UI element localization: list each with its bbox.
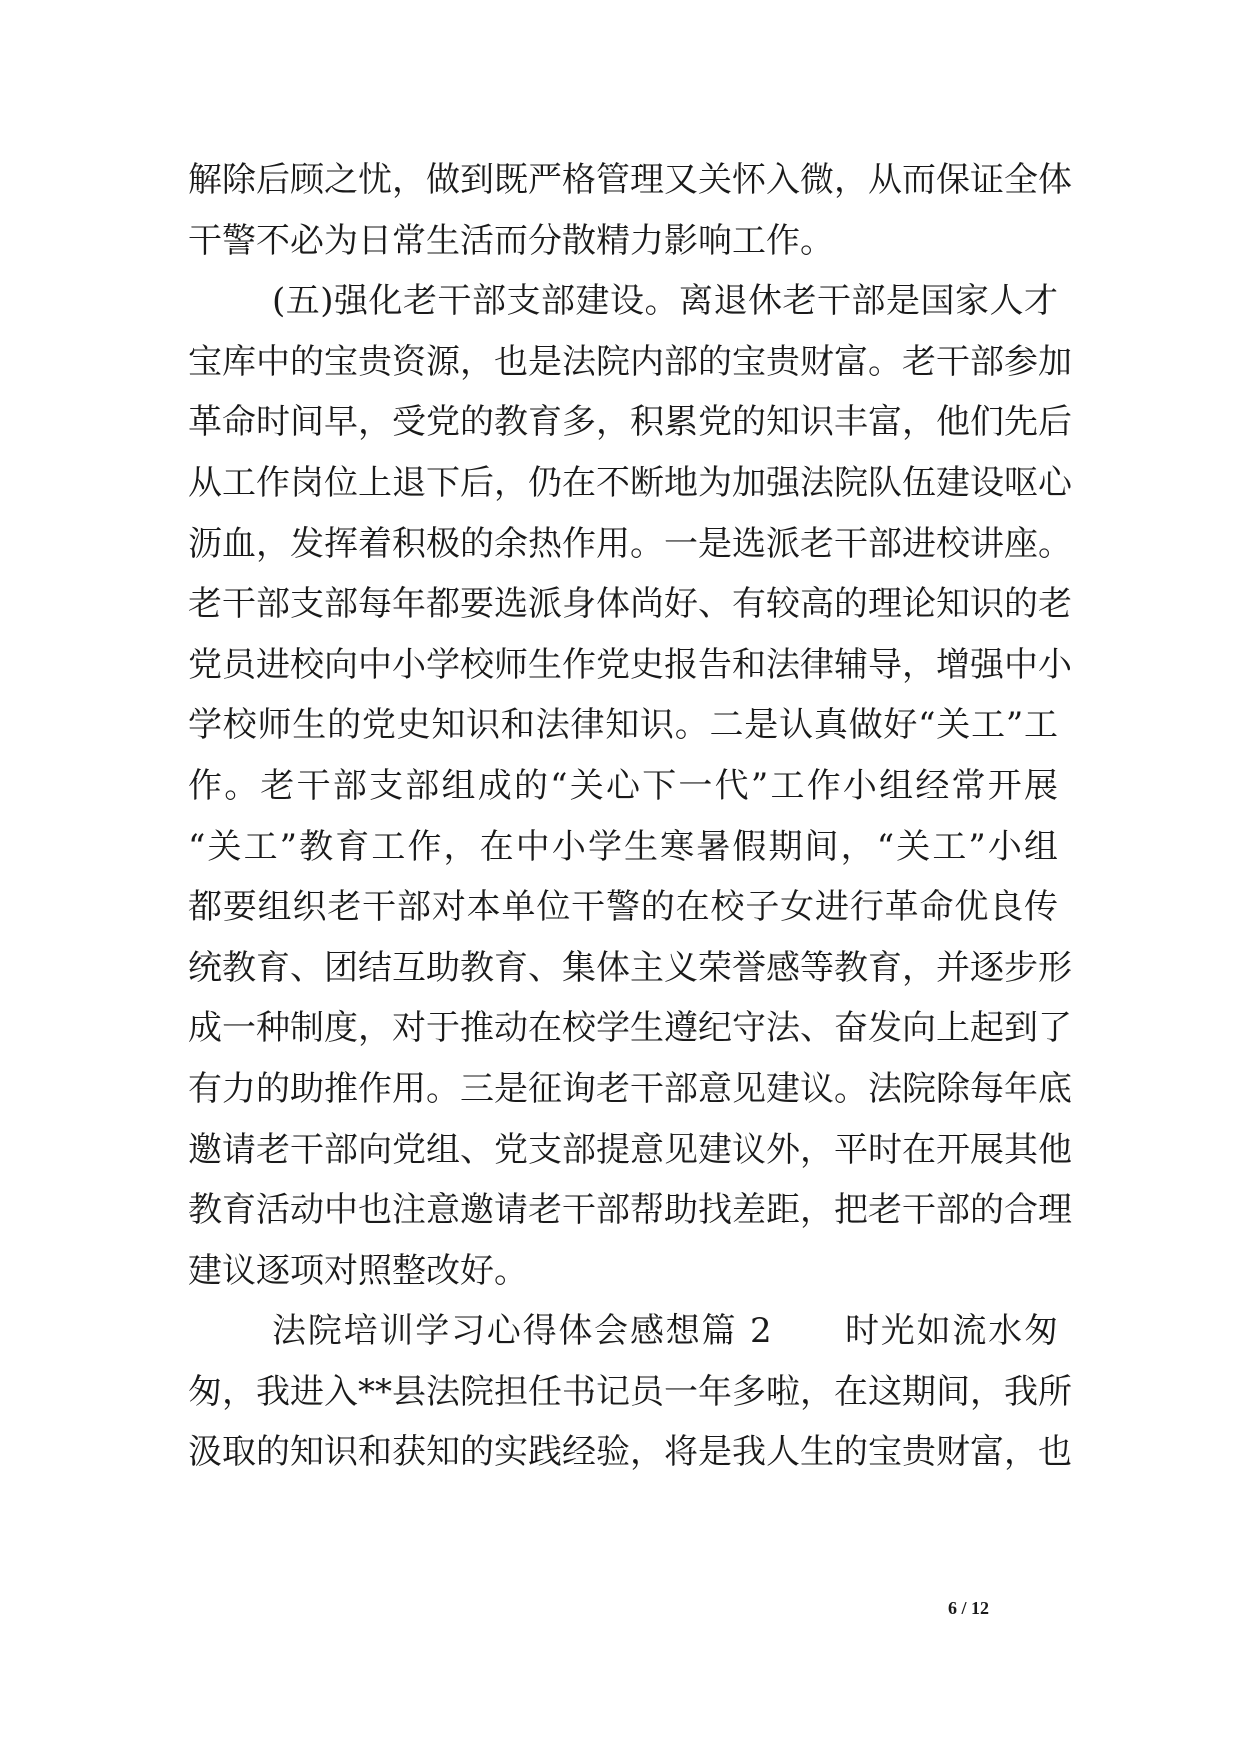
text-line: 作。老干部支部组成的“关心下一代”工作小组经常开展 [188, 765, 1058, 806]
text-line: 建议逐项对照整改好。 [188, 1250, 528, 1291]
text-line: 成一种制度，对于推动在校学生遵纪守法、奋发向上起到了 [188, 1008, 1072, 1049]
text-line: 革命时间早，受党的教育多，积累党的知识丰富，他们先后 [188, 402, 1072, 443]
text-line: 沥血，发挥着积极的余热作用。一是选派老干部进校讲座。 [188, 523, 1072, 564]
text-line: 有力的助推作用。三是征询老干部意见建议。法院除每年底 [188, 1068, 1072, 1109]
text-line: 教育活动中也注意邀请老干部帮助找差距，把老干部的合理 [188, 1190, 1072, 1231]
text-line: 学校师生的党史知识和法律知识。二是认真做好“关工”工 [188, 705, 1058, 746]
text-line: 都要组织老干部对本单位干警的在校子女进行革命优良传 [188, 887, 1058, 928]
text-line: 党员进校向中小学校师生作党史报告和法律辅导，增强中小 [188, 644, 1072, 685]
text-line: 干警不必为日常生活而分散精力影响工作。 [188, 220, 834, 261]
text-line: (五)强化老干部支部建设。离退休老干部是国家人才 [272, 281, 1058, 322]
text-line: 汲取的知识和获知的实践经验，将是我人生的宝贵财富，也 [188, 1432, 1072, 1473]
text-line: 邀请老干部向党组、党支部提意见建议外，平时在开展其他 [188, 1129, 1072, 1170]
text-line: 老干部支部每年都要选派身体尚好、有较高的理论知识的老 [188, 584, 1072, 625]
text-line: 从工作岗位上退下后，仍在不断地为加强法院队伍建设呕心 [188, 462, 1072, 503]
text-line: 匆，我进入**县法院担任书记员一年多啦，在这期间，我所 [188, 1371, 1072, 1412]
text-line: 统教育、团结互助教育、集体主义荣誉感等教育，并逐步形 [188, 947, 1072, 988]
text-line: “关工”教育工作，在中小学生寒暑假期间，“关工”小组 [188, 826, 1058, 867]
text-line: 解除后顾之忧，做到既严格管理又关怀入微，从而保证全体 [188, 160, 1072, 200]
text-line: 宝库中的宝贵资源，也是法院内部的宝贵财富。老干部参加 [188, 341, 1072, 382]
body-text [188, 150, 1072, 1483]
page-number: 6 / 12 [948, 1598, 990, 1618]
text-line: 法院培训学习心得体会感想篇 2 时光如流水匆 [272, 1311, 1058, 1352]
